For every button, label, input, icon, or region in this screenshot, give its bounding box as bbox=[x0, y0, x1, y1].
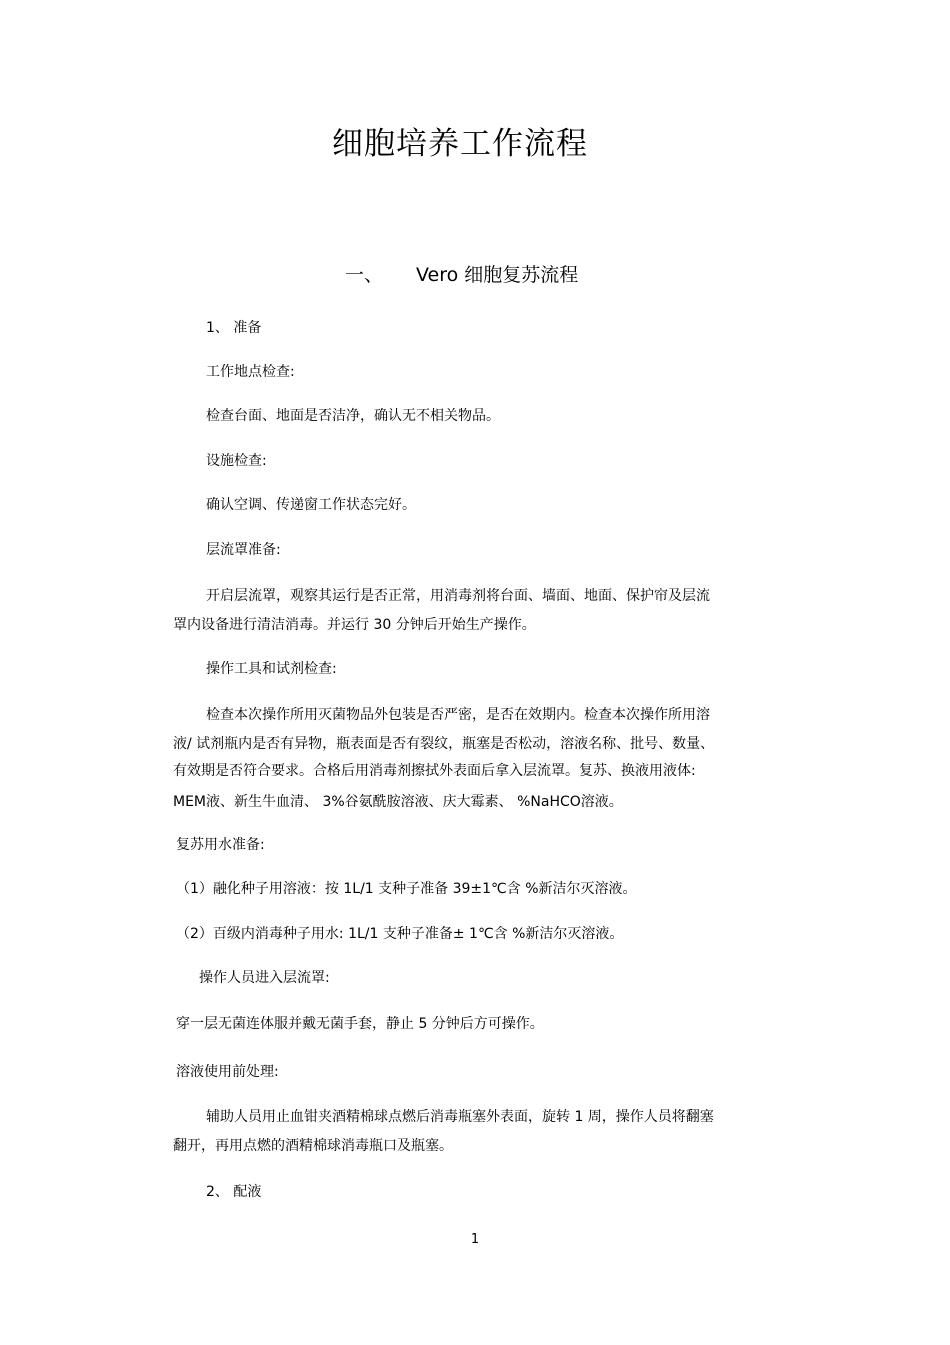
paragraph-line: 翻开，再用点燃的酒精棉球消毒瓶口及瓶塞。 bbox=[173, 1138, 453, 1154]
item-heading: 溶液使用前处理: bbox=[176, 1064, 279, 1080]
paragraph-line: 开启层流罩，观察其运行是否正常，用消毒剂将台面、墙面、地面、保护帘及层流 bbox=[206, 588, 710, 604]
item-heading: 复苏用水准备: bbox=[176, 837, 265, 853]
section-title: Vero 细胞复苏流程 bbox=[416, 264, 579, 286]
paragraph-line: 液/ 试剂瓶内是否有异物，瓶表面是否有裂纹，瓶塞是否松动，溶液名称、批号、数量、 bbox=[173, 736, 715, 752]
paragraph-line: 辅助人员用止血钳夹酒精棉球点燃后消毒瓶塞外表面，旋转 1 周，操作人员将翻塞 bbox=[206, 1109, 714, 1125]
section-number: 一、 bbox=[345, 264, 384, 286]
item-heading: 操作工具和试剂检查: bbox=[206, 661, 337, 677]
paragraph-line: 有效期是否符合要求。合格后用消毒剂擦拭外表面后拿入层流罩。复苏、换液用液体: bbox=[173, 763, 696, 779]
paragraph-line: 罩内设备进行清洁消毒。并运行 30 分钟后开始生产操作。 bbox=[173, 617, 536, 633]
paragraph-line: 检查台面、地面是否洁净，确认无不相关物品。 bbox=[206, 408, 500, 424]
list-item: （2）百级内消毒种子用水: 1L/1 支种子准备± 1℃含 %新洁尔灭溶液。 bbox=[176, 926, 624, 942]
paragraph-line: 穿一层无菌连体服并戴无菌手套，静止 5 分钟后方可操作。 bbox=[176, 1016, 544, 1032]
subsection-heading: 1、 准备 bbox=[206, 320, 262, 336]
item-heading: 工作地点检查: bbox=[206, 364, 295, 380]
list-item: （1）融化种子用溶液：按 1L/1 支种子准备 39±1℃含 %新洁尔灭溶液。 bbox=[176, 881, 637, 897]
subsection-heading: 2、 配液 bbox=[206, 1184, 262, 1200]
paragraph-line: MEM液、新生牛血清、 3%谷氨酰胺溶液、庆大霉素、 %NaHCO溶液。 bbox=[173, 794, 623, 810]
paragraph-line: 确认空调、传递窗工作状态完好。 bbox=[206, 497, 416, 513]
item-heading: 层流罩准备: bbox=[206, 542, 281, 558]
paragraph-line: 检查本次操作所用灭菌物品外包装是否严密，是否在效期内。检查本次操作所用溶 bbox=[206, 707, 710, 723]
item-heading: 操作人员进入层流罩: bbox=[199, 970, 330, 986]
document-title: 细胞培养工作流程 bbox=[332, 126, 588, 162]
page-number: 1 bbox=[470, 1232, 480, 1247]
item-heading: 设施检查: bbox=[206, 453, 267, 469]
